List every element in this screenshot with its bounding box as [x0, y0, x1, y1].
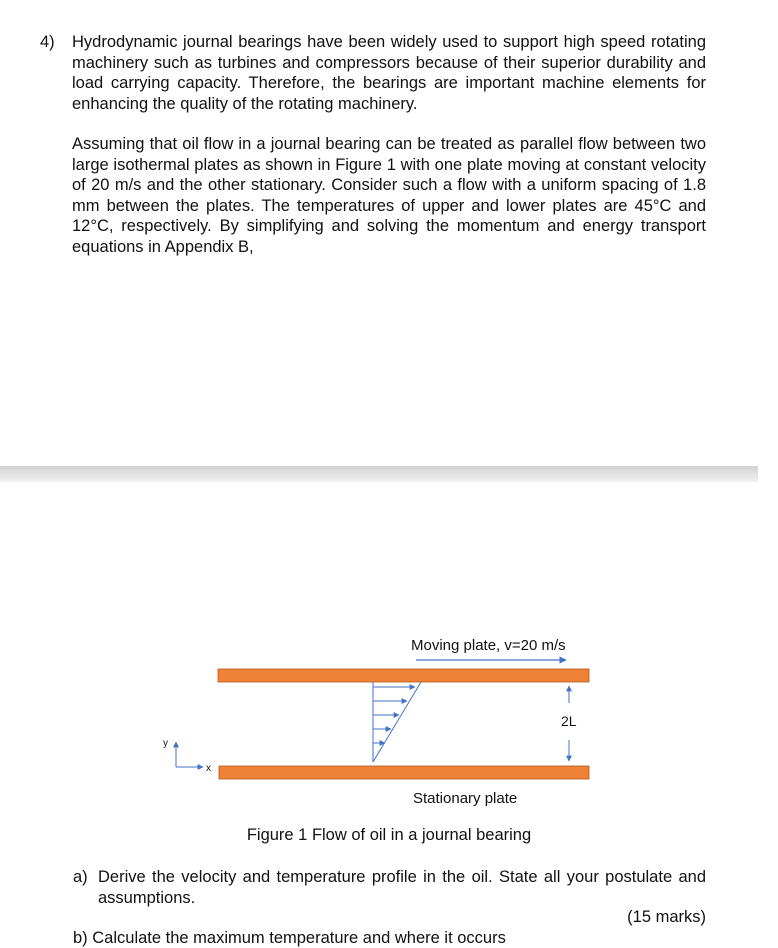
- gap-label: 2L: [561, 713, 577, 729]
- y-axis-label: y: [163, 738, 168, 749]
- velocity-profile-line: [373, 682, 421, 762]
- intro-paragraph: Hydrodynamic journal bearings have been widely used to support high speed rotating machinery such as turbines and compressors because of their superior durability and load carrying capacity. Therefore, the bearings are important machine elements for enhancing the quality of the rotating machinery.: [72, 33, 706, 113]
- part-a-marks: (15 marks): [627, 908, 706, 926]
- moving-plate: [218, 669, 589, 682]
- part-a-text: Derive the velocity and temperature profile in the oil. State all your postulate and assumptions.: [98, 868, 706, 907]
- problem-paragraph: Assuming that oil flow in a journal bearing can be treated as parallel flow between two large isothermal plates as shown in Figure 1 with one plate moving at constant velocity of 20 m/s and the other stationary. Consider such a flow with a uniform spacing of 1.8 mm between the plates. The temperatures of upper and lower plates are 45°C and 12°C, respectively. By simplifying and solving the momentum and energy transport equations in Appendix B,: [72, 135, 706, 256]
- moving-plate-label: Moving plate, v=20 m/s: [411, 637, 566, 654]
- stationary-plate-label: Stationary plate: [413, 790, 518, 807]
- stationary-plate: [219, 766, 589, 779]
- x-axis-label: x: [206, 763, 211, 774]
- part-a-label: a): [73, 868, 88, 886]
- question-number: 4): [40, 33, 55, 51]
- figure-caption: Figure 1 Flow of oil in a journal bearing: [246, 826, 532, 844]
- part-b-cutoff-text: b) Calculate the maximum temperature and where it occurs: [73, 929, 506, 947]
